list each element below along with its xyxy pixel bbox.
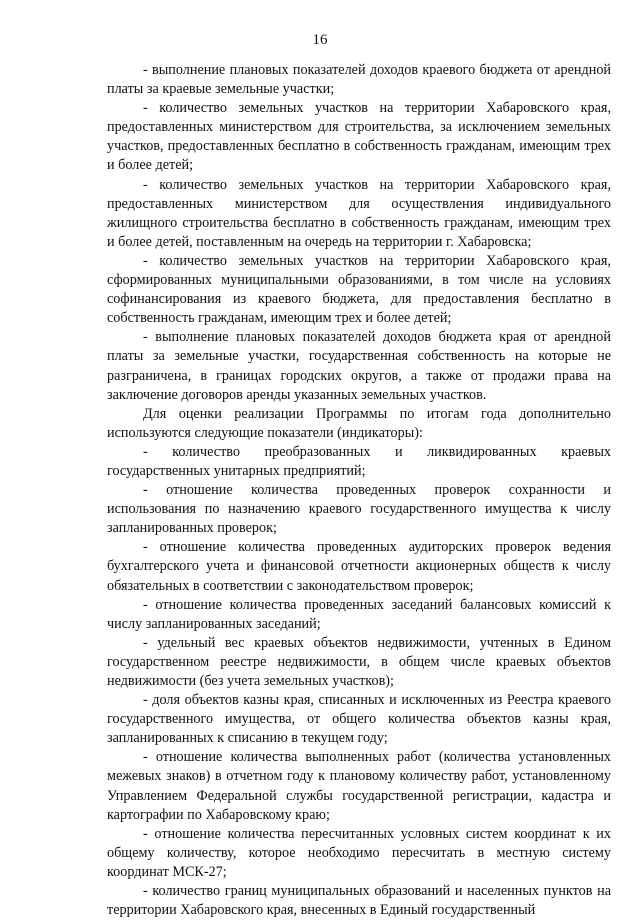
paragraph: - количество земельных участков на территории Хабаровского края, предоставленных министерством для осуществления индивидуального жилищного строительства бесплатно в собственность гражданам, имеющим трех и более детей, поставленным на очередь на территории г. Хабаровска; xyxy=(107,176,611,250)
paragraph: - отношение количества проведенных аудиторских проверок ведения бухгалтерского учета и финансовой отчетности акционерных обществ к числу обязательных в соответствии с законодательством проверок; xyxy=(107,539,611,594)
page-number: 16 xyxy=(312,32,328,48)
paragraph: - количество границ муниципальных образований и населенных пунктов на территории Хабаровского края, внесенных в Единый государственный xyxy=(107,883,611,919)
paragraph: - количество земельных участков на территории Хабаровского края, предоставленных министерством для строительства, за исключением земельных участков, предоставленных бесплатно в собственность гражданам, имеющим трех и более детей; xyxy=(107,100,611,174)
paragraph: - отношение количества пересчитанных условных систем координат к их общему количеству, которое необходимо пересчитать в местную систему координат МСК-27; xyxy=(107,825,611,880)
paragraph: - выполнение плановых показателей доходов бюджета края от арендной платы за земельные участки, государственная собственность на которые не разграничена, в границах городских округов, а также от продажи права на заключение договоров аренды указанных земельных участков. xyxy=(107,329,611,403)
paragraph: - количество преобразованных и ликвидированных краевых государственных унитарных предприятий; xyxy=(107,443,611,479)
paragraph: - доля объектов казны края, списанных и исключенных из Реестра краевого государственного имущества, от общего количества объектов казны края, запланированных к списанию в текущем году; xyxy=(107,692,611,747)
paragraph: - выполнение плановых показателей доходов краевого бюджета от арендной платы за краевые земельные участки; xyxy=(107,62,611,98)
paragraph: - количество земельных участков на территории Хабаровского края, сформированных муниципальными образованиями, в том числе на условиях софинансирования из краевого бюджета, для предоставления бесплатно в собственность гражданам, имеющим трех и более детей; xyxy=(107,252,611,327)
paragraph: - удельный вес краевых объектов недвижимости, учтенных в Едином государственном реестре недвижимости, в общем числе краевых объектов недвижимости (без учета земельных участков); xyxy=(107,634,611,689)
paragraph: Для оценки реализации Программы по итогам года дополнительно используются следующие показатели (индикаторы): xyxy=(107,405,611,441)
paragraph: - отношение количества проведенных заседаний балансовых комиссий к числу запланированных заседаний; xyxy=(107,596,611,632)
paragraph: - отношение количества выполненных работ (количества установленных межевых знаков) в отчетном году к плановому количеству работ, установленному Управлением Федеральной службы государственной регистрации, кадастра и картографии по Хабаровскому краю; xyxy=(107,749,611,823)
paragraph: - отношение количества проведенных проверок сохранности и использования по назначению краевого государственного имущества к числу запланированных проверок; xyxy=(107,482,611,537)
body-text xyxy=(107,61,611,920)
